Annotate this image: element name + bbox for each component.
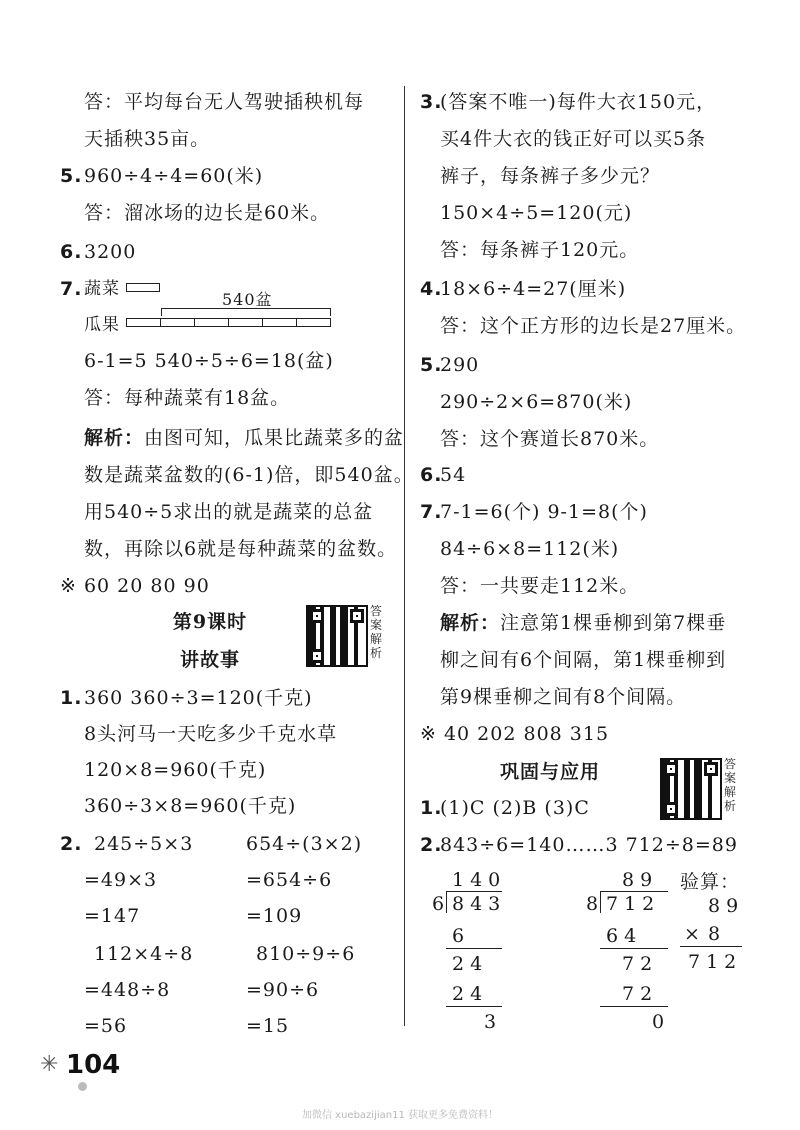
question-number: 7. [60, 278, 83, 300]
equation: 843÷6=140……3 712÷8=89 [440, 834, 738, 856]
analysis-label: 解析： [84, 427, 145, 449]
question-number: 1. [60, 687, 83, 709]
equation: 7-1=6(个) 9-1=8(个) [440, 501, 648, 523]
lesson-subtitle: 讲故事 [179, 649, 240, 671]
answer-line: 答：溜冰场的边长是60米。 [84, 202, 331, 224]
watermark: 加微信 xuebazijian11 获取更多免费资料！ [301, 1110, 498, 1121]
calc-step: 810÷9÷6 [256, 943, 356, 965]
remainder: 0 [652, 1011, 671, 1033]
equation: 120×8=960(千克) [84, 759, 267, 781]
equation: 18×6÷4=27(厘米) [440, 278, 627, 300]
question-number: 2. [60, 833, 83, 855]
partial-product: 6 [452, 925, 471, 947]
question-number: 7. [420, 501, 443, 523]
calc-step: =147 [84, 905, 141, 927]
calc-step: =90÷6 [246, 979, 320, 1001]
analysis-label: 解析： [440, 612, 501, 634]
diagram-label-fruits: 瓜果 [84, 315, 120, 335]
fruit-bar-tick [296, 318, 297, 327]
question-number: 5. [420, 354, 443, 376]
lesson-title: 第9课时 [172, 611, 248, 633]
equation: 6-1=5 540÷5÷6=18(盆) [84, 350, 334, 372]
partial-product: 64 [606, 925, 643, 947]
analysis-line: 第9棵垂柳之间有8个间隔。 [440, 686, 687, 708]
check-product: 712 [688, 951, 743, 973]
diagram-total-label: 540盆 [222, 290, 273, 309]
total-brace [161, 308, 331, 316]
question-number: 6. [60, 241, 83, 263]
question-number: 1. [420, 797, 443, 819]
answer-line: 答：这个赛道长870米。 [440, 428, 660, 450]
qr-code-icon[interactable] [660, 758, 722, 820]
subtraction-line [600, 948, 668, 949]
analysis-line: 柳之间有6个间隔，第1棵垂柳到 [440, 649, 727, 671]
footer-dot [78, 1082, 87, 1091]
partial-remainder: 24 [452, 953, 489, 975]
answer-value: 3200 [84, 241, 137, 263]
check-label: 验算： [680, 871, 741, 893]
vegetable-bar [126, 283, 160, 292]
answer-value: 54 [440, 464, 467, 486]
calc-step: =109 [246, 905, 303, 927]
answer-line: 天插秧35亩。 [84, 128, 211, 150]
question-text: 买4件大衣的钱正好可以买5条 [440, 128, 707, 150]
dividend: 843 [452, 893, 507, 915]
fruit-bar-tick [194, 318, 195, 327]
check-multiplicand: 89 [708, 895, 745, 917]
qr-label: 答案解析 [370, 604, 383, 660]
subtraction-line [600, 1006, 668, 1007]
equation: 360÷3×8=960(千克) [84, 795, 297, 817]
calc-step: =15 [246, 1015, 290, 1037]
partial-product: 24 [452, 983, 489, 1005]
qr-corner [704, 762, 718, 776]
calc-step: 245÷5×3 [94, 833, 194, 855]
calc-step: =49×3 [84, 869, 158, 891]
dividend: 712 [606, 893, 661, 915]
answer-line: 答：这个正方形的边长是27厘米。 [440, 315, 747, 337]
check-multiplier: × 8 [684, 923, 722, 945]
divisor: 6 [432, 893, 451, 915]
partial-remainder: 72 [622, 953, 659, 975]
qr-corner [664, 802, 678, 816]
column-divider [404, 86, 405, 1026]
equation: 84÷6×8=112(米) [440, 538, 620, 560]
question-number: 6. [420, 464, 443, 486]
subtraction-line [446, 1006, 502, 1007]
analysis-line: 用540÷5求出的就是蔬菜的总盆 [84, 501, 374, 523]
analysis-line [440, 611, 726, 635]
answer-line: 答：平均每台无人驾驶插秧机每 [84, 91, 365, 113]
calc-step: =56 [84, 1015, 128, 1037]
question-number: 4. [420, 278, 443, 300]
qr-corner [310, 609, 324, 623]
calc-step: =654÷6 [246, 869, 333, 891]
calc-step: 112×4÷8 [94, 943, 194, 965]
qr-code-icon[interactable] [306, 605, 368, 667]
question-number: 3. [420, 91, 443, 113]
answer-value: 290 [440, 354, 480, 376]
partial-product: 72 [622, 983, 659, 1005]
answer-value: (1)C (2)B (3)C [440, 797, 590, 819]
bonus-answers: ※ 60 20 80 90 [60, 575, 210, 597]
divisor: 8 [586, 893, 605, 915]
question-text: 裤子，每条裤子多少元？ [440, 165, 661, 187]
qr-label: 答案解析 [724, 757, 737, 813]
qr-corner [350, 609, 364, 623]
bonus-answers: ※ 40 202 808 315 [420, 723, 610, 745]
question-text: 8头河马一天吃多少千克水草 [84, 723, 338, 745]
calc-step: 654÷(3×2) [246, 833, 363, 855]
question-text: (答案不唯一)每件大衣150元， [440, 91, 717, 113]
footer-star-icon: ✳ [40, 1052, 59, 1077]
page-number: 104 [66, 1050, 121, 1080]
answer-line: 答：每条裤子120元。 [440, 239, 640, 261]
equation: 290÷2×6=870(米) [440, 391, 633, 413]
product-line [680, 946, 742, 947]
equation: 150×4÷5=120(元) [440, 202, 633, 224]
analysis-text: 由图可知，瓜果比蔬菜多的盆 [144, 427, 405, 449]
diagram-label-vegetables: 蔬菜 [84, 279, 120, 299]
equation: 960÷4÷4=60(米) [84, 165, 264, 187]
fruit-bar-tick [160, 318, 161, 327]
equation: 360 360÷3=120(千克) [84, 687, 313, 709]
calc-step: =448÷8 [84, 979, 171, 1001]
answer-line: 答：每种蔬菜有18盆。 [84, 387, 291, 409]
quotient: 89 [622, 869, 659, 891]
analysis-line: 数是蔬菜盆数的(6-1)倍，即540盆。 [84, 464, 414, 486]
question-number: 2. [420, 834, 443, 856]
fruit-bar-tick [262, 318, 263, 327]
analysis-line [84, 426, 404, 450]
analysis-line: 数，再除以6就是每种蔬菜的盆数。 [84, 538, 398, 560]
question-number: 5. [60, 165, 83, 187]
remainder: 3 [484, 1011, 503, 1033]
fruit-bar-tick [228, 318, 229, 327]
analysis-text: 注意第1棵垂柳到第7棵垂 [500, 612, 727, 634]
qr-corner [664, 762, 678, 776]
subtraction-line [446, 948, 502, 949]
section-title: 巩固与应用 [499, 761, 600, 783]
qr-corner [310, 649, 324, 663]
quotient: 140 [452, 869, 507, 891]
answer-line: 答：一共要走112米。 [440, 575, 640, 597]
